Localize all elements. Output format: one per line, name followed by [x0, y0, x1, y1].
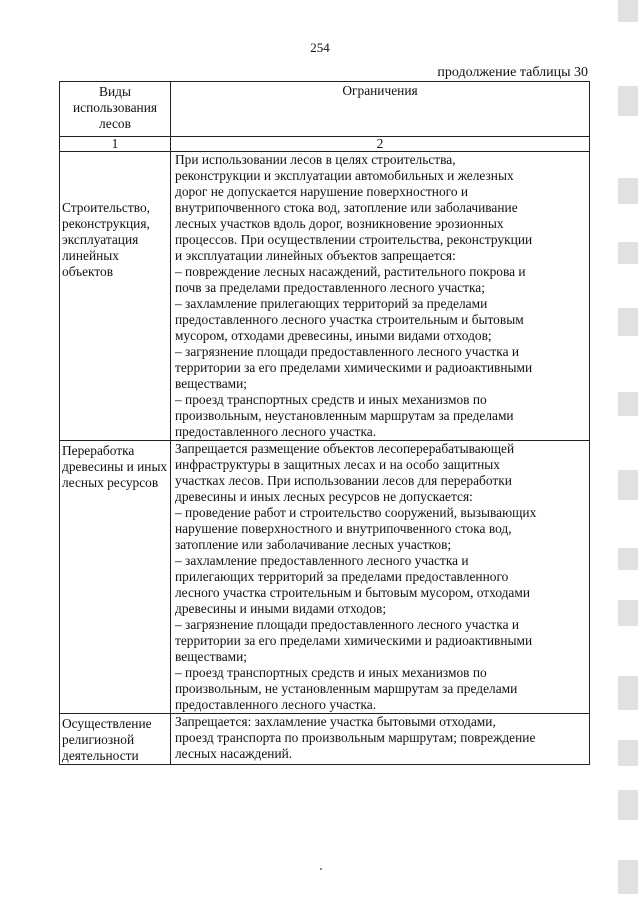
usage-type-cell: Переработка древесины и иных лесных ресурсов [60, 441, 171, 714]
restriction-line: инфраструктуры в защитных лесах и на особо защитных [175, 457, 500, 472]
restriction-line: территории за его пределами химическими и радиоактивными [175, 360, 533, 375]
scan-edge-artifacts [614, 0, 640, 910]
restriction-line: – захламление прилегающих территорий за пределами [175, 296, 488, 311]
restriction-line: – проведение работ и строительство сооружений, вызывающих [175, 505, 537, 520]
restriction-line: древесины и иных лесных ресурсов не допускается: [175, 489, 473, 504]
restriction-line: почв за пределами предоставленного лесного участка; [175, 280, 485, 295]
restriction-line: – загрязнение площади предоставленного лесного участка и [175, 344, 520, 359]
page-number: 254 [310, 40, 330, 55]
usage-type-cell: Строительство, реконструкция, эксплуатация линейных объектов [60, 152, 171, 441]
restriction-line: мусором, отходами древесины, иными видами отходов; [175, 328, 492, 343]
column-number-1: 1 [60, 137, 171, 152]
restriction-line: предоставленного лесного участка. [175, 697, 377, 712]
restriction-line: древесины и иными видами отходов; [175, 601, 387, 616]
restriction-line: произвольным, неустановленным маршрутам за пределами [175, 408, 514, 423]
restriction-line: лесных участков вдоль дорог, возникновение эрозионных [175, 216, 504, 231]
table-row [60, 714, 590, 765]
restriction-line: предоставленного лесного участка строительным и бытовым [175, 312, 524, 327]
restriction-line: – захламление предоставленного лесного участка и [175, 553, 469, 568]
restriction-line: – повреждение лесных насаждений, растительного покрова и [175, 264, 526, 279]
restriction-line: При использовании лесов в целях строительства, [175, 152, 456, 167]
restriction-line: территории за его пределами химическими и радиоактивными [175, 633, 533, 648]
restriction-line: лесных насаждений. [175, 746, 293, 761]
column-number-2: 2 [171, 137, 590, 152]
table-row [60, 441, 590, 714]
restriction-line: произвольным, не установленным маршрутам за пределами [175, 681, 518, 696]
usage-type-cell: Осуществление религиозной деятельности [60, 714, 171, 765]
restriction-line: затопление или заболачивание лесных участков; [175, 537, 452, 552]
restrictions-table [59, 81, 590, 765]
restriction-line: проезд транспорта по произвольным маршрутам; повреждение [175, 730, 536, 745]
restriction-line: – проезд транспортных средств и иных механизмов по [175, 665, 487, 680]
restriction-line: Запрещается: захламление участка бытовыми отходами, [175, 714, 496, 729]
restriction-line: внутрипочвенного стока вод, затопление или заболачивание [175, 200, 518, 215]
restriction-line: нарушение поверхностного и внутрипочвенного стока вод, [175, 521, 512, 536]
header-restrictions: Ограничения [171, 82, 590, 137]
restrictions-cell [171, 152, 590, 441]
restriction-line: реконструкции и эксплуатации автомобильных и железных [175, 168, 514, 183]
restrictions-cell [171, 714, 590, 765]
restriction-line: участках лесов. При использовании лесов для переработки [175, 473, 512, 488]
restriction-line: лесного участка строительным и бытовым мусором, отходами [175, 585, 531, 600]
table-row [60, 152, 590, 441]
restriction-line: прилегающих территорий за пределами предоставленного [175, 569, 509, 584]
restriction-line: предоставленного лесного участка. [175, 424, 377, 439]
restriction-line: процессов. При осуществлении строительства, реконструкции [175, 232, 533, 247]
scan-speck [320, 868, 322, 870]
restriction-line: – загрязнение площади предоставленного лесного участка и [175, 617, 520, 632]
restrictions-cell [171, 441, 590, 714]
restriction-line: и эксплуатации линейных объектов запрещается: [175, 248, 456, 263]
table-continuation-note: продолжение таблицы 30 [437, 65, 588, 80]
restriction-line: Запрещается размещение объектов лесоперерабатывающей [175, 441, 515, 456]
restriction-line: дорог не допускается нарушение поверхностного и [175, 184, 469, 199]
restriction-line: веществами; [175, 376, 248, 391]
restriction-line: веществами; [175, 649, 248, 664]
header-usage-types: Виды использования лесов [60, 82, 171, 137]
restriction-line: – проезд транспортных средств и иных механизмов по [175, 392, 487, 407]
